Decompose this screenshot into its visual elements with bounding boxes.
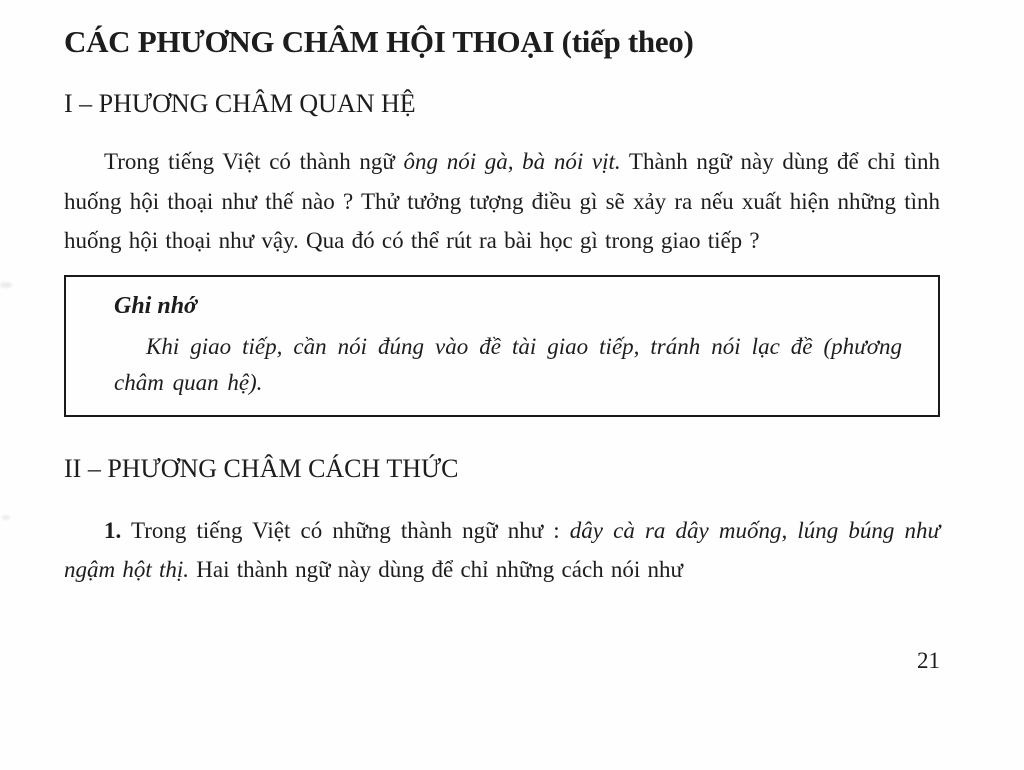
list-number: 1. bbox=[104, 517, 122, 543]
memo-box bbox=[64, 275, 940, 417]
paragraph-text: Trong tiếng Việt có thành ngữ bbox=[104, 149, 404, 174]
scan-artifact bbox=[2, 515, 10, 520]
idiom-text: ông nói gà, bà nói vịt. bbox=[403, 149, 621, 174]
page-number: 21 bbox=[917, 648, 940, 673]
paragraph-text: Hai thành ngữ này dùng để chỉ những cách nói như bbox=[189, 557, 684, 582]
section-2-paragraph bbox=[64, 511, 940, 590]
scan-artifact bbox=[0, 282, 12, 288]
section-1-heading: I – PHƯƠNG CHÂM QUAN HỆ bbox=[64, 89, 416, 118]
section-1-paragraph bbox=[64, 142, 940, 261]
section-2-heading: II – PHƯƠNG CHÂM CÁCH THỨC bbox=[64, 453, 459, 483]
paragraph-text: Trong tiếng Việt có những thành ngữ như : bbox=[121, 517, 570, 543]
idiom-text: dây cà ra dây muống, lúng búng như ngậm hột thị. bbox=[64, 517, 940, 582]
page-title: CÁC PHƯƠNG CHÂM HỘI THOẠI (tiếp theo) bbox=[64, 24, 694, 59]
paragraph-text: Thành ngữ này dùng để chỉ tình huống hội thoại như thế nào ? Thử tưởng tượng điều gì sẽ xảy ra nếu xuất hiện những tình huống hội thoại như vậy. Qua đó có thể rút ra bài học gì trong giao tiếp ? bbox=[64, 149, 940, 253]
memo-body: Khi giao tiếp, cần nói đúng vào đề tài giao tiếp, tránh nói lạc đề (phương châm quan hệ). bbox=[114, 333, 902, 395]
memo-title: Ghi nhớ bbox=[114, 292, 197, 319]
